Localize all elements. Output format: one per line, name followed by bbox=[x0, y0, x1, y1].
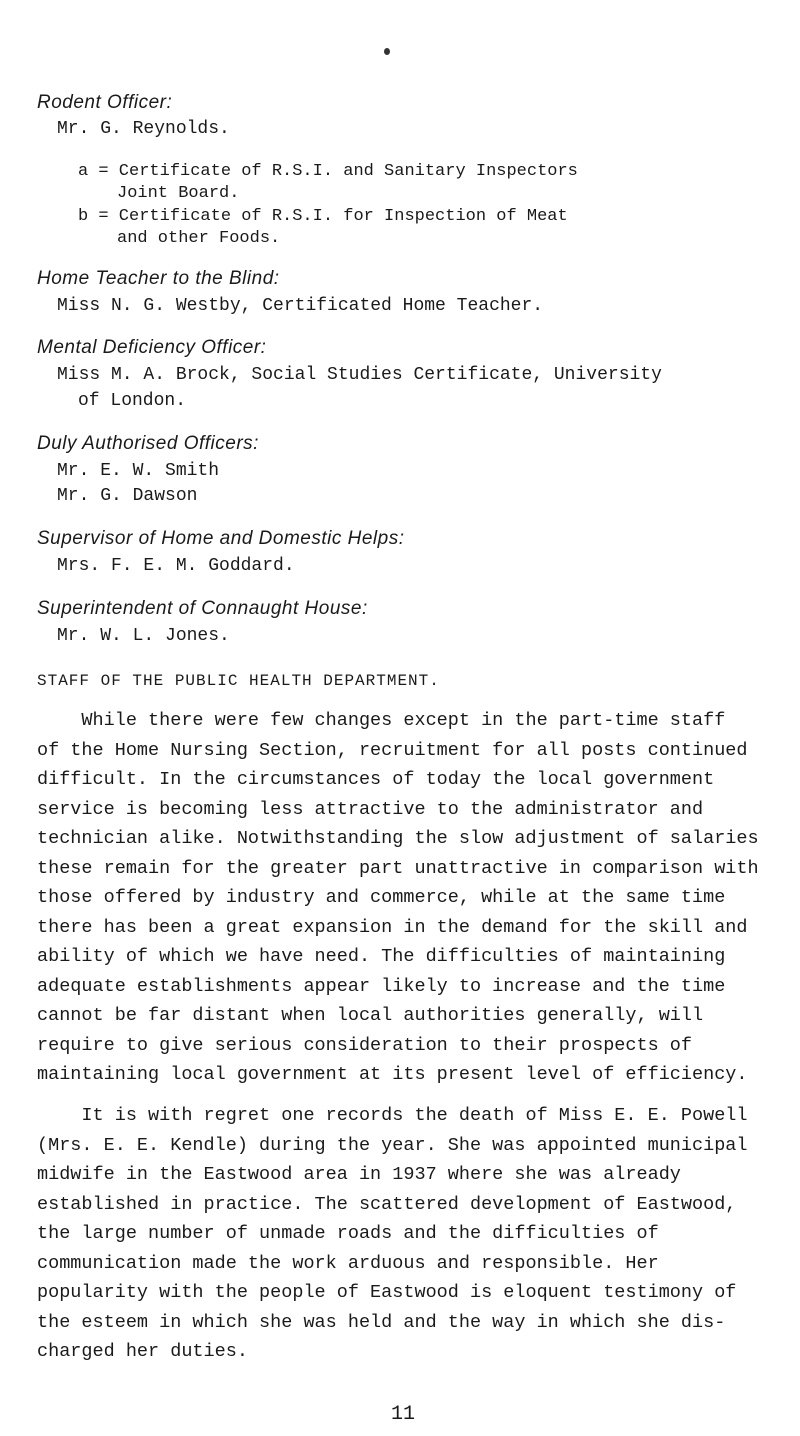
mental-officer-heading: Mental Deficiency Officer: bbox=[37, 337, 267, 358]
paragraph-line: the esteem in which she was held and the way in which she dis- bbox=[37, 1311, 726, 1333]
blind-teacher-heading: Home Teacher to the Blind: bbox=[37, 268, 280, 289]
paragraph-line: these remain for the greater part unattractive in comparison with bbox=[37, 857, 759, 879]
ink-speck bbox=[384, 48, 390, 55]
paragraph-line: there has been a great expansion in the demand for the skill and bbox=[37, 916, 748, 938]
paragraph-line: popularity with the people of Eastwood is eloquent testimony of bbox=[37, 1282, 737, 1303]
mental-officer-line1: Miss M. A. Brock, Social Studies Certificate, University bbox=[57, 365, 662, 385]
note-b-line2: and other Foods. bbox=[117, 229, 281, 248]
authorised-officers-heading: Duly Authorised Officers: bbox=[37, 433, 259, 454]
staff-section-title: STAFF OF THE PUBLIC HEALTH DEPARTMENT. bbox=[37, 672, 440, 690]
paragraph-line: midwife in the Eastwood area in 1937 where she was already bbox=[37, 1164, 681, 1185]
paragraph-line: technician alike. Notwithstanding the slow adjustment of salaries bbox=[37, 828, 759, 849]
authorised-officer-2: Mr. G. Dawson bbox=[57, 486, 198, 506]
paragraph-line: cannot be far distant when local authorities generally, will bbox=[37, 1005, 704, 1026]
paragraph-line: It is with regret one records the death of Miss E. E. Powell bbox=[37, 1105, 748, 1126]
paragraph-line: service is becoming less attractive to the administrator and bbox=[37, 798, 704, 820]
authorised-officer-1: Mr. E. W. Smith bbox=[57, 461, 220, 481]
paragraph-line: charged her duties. bbox=[37, 1341, 248, 1362]
rodent-officer-heading: Rodent Officer: bbox=[37, 92, 173, 113]
paragraph-line: of the Home Nursing Section, recruitment for all posts continued bbox=[37, 739, 748, 761]
note-a-line2: Joint Board. bbox=[117, 184, 240, 203]
paragraph-line: those offered by industry and commerce, while at the same time bbox=[37, 887, 726, 908]
rodent-officer-name: Mr. G. Reynolds. bbox=[57, 119, 230, 139]
helps-supervisor-heading: Supervisor of Home and Domestic Helps: bbox=[37, 528, 405, 549]
connaught-heading: Superintendent of Connaught House: bbox=[37, 598, 368, 619]
staff-paragraph-1 bbox=[37, 706, 767, 1090]
note-a-line1: a = Certificate of R.S.I. and Sanitary Inspectors bbox=[78, 162, 578, 181]
connaught-name: Mr. W. L. Jones. bbox=[57, 626, 230, 646]
paragraph-line: the large number of unmade roads and the difficulties of bbox=[37, 1223, 659, 1244]
blind-teacher-name: Miss N. G. Westby, Certificated Home Teacher. bbox=[57, 296, 544, 316]
page-number: 11 bbox=[391, 1403, 416, 1426]
paragraph-line: (Mrs. E. E. Kendle) during the year. She was appointed municipal bbox=[37, 1134, 748, 1156]
paragraph-line: maintaining local government at its present level of efficiency. bbox=[37, 1064, 748, 1085]
paragraph-line: difficult. In the circumstances of today the local government bbox=[37, 769, 715, 790]
paragraph-line: While there were few changes except in the part-time staff bbox=[37, 710, 726, 731]
paragraph-line: communication made the work arduous and responsible. Her bbox=[37, 1252, 659, 1274]
paragraph-line: ability of which we have need. The difficulties of maintaining bbox=[37, 946, 726, 967]
paragraph-line: adequate establishments appear likely to increase and the time bbox=[37, 975, 726, 997]
paragraph-line: established in practice. The scattered development of Eastwood, bbox=[37, 1193, 737, 1215]
staff-paragraph-2 bbox=[37, 1101, 767, 1367]
note-b-line1: b = Certificate of R.S.I. for Inspection of Meat bbox=[78, 207, 568, 226]
helps-supervisor-name: Mrs. F. E. M. Goddard. bbox=[57, 556, 295, 576]
paragraph-line: require to give serious consideration to their prospects of bbox=[37, 1034, 693, 1056]
mental-officer-line2: of London. bbox=[78, 391, 187, 411]
